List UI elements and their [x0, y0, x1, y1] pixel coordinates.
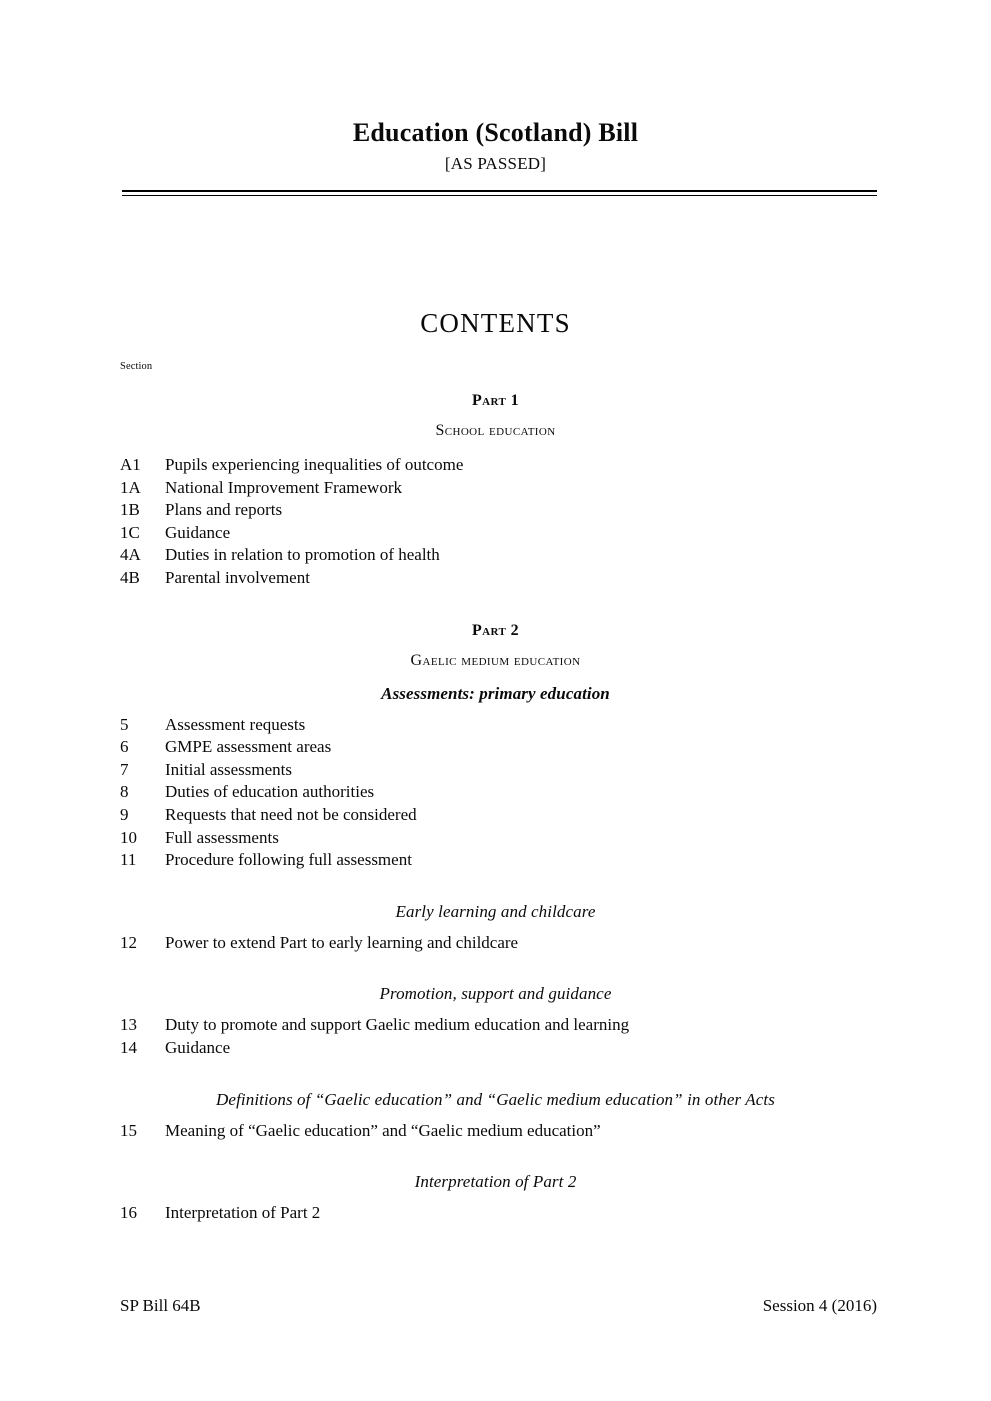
entry-title: Assessment requests: [165, 714, 306, 734]
entry-number: 14: [120, 1037, 137, 1057]
list-item[interactable]: [0, 827, 991, 850]
entry-title: Duty to promote and support Gaelic medium education and learning: [165, 1015, 630, 1035]
footer-bill-number: SP Bill 64B: [120, 1296, 201, 1315]
entry-number: 16: [120, 1203, 137, 1223]
entry-list-part-1: [0, 454, 991, 590]
list-item[interactable]: [0, 736, 991, 759]
entry-number: 11: [120, 850, 137, 870]
entry-title: Power to extend Part to early learning and childcare: [165, 932, 519, 952]
entry-title: Pupils experiencing inequalities of outcome: [165, 455, 464, 474]
footer-session: Session 4 (2016): [762, 1296, 877, 1315]
page-footer: [120, 1296, 877, 1316]
entry-number: 15: [120, 1120, 137, 1140]
entry-number: 4A: [120, 545, 141, 565]
entry-number: 10: [120, 827, 137, 847]
list-item[interactable]: [0, 1202, 991, 1225]
list-item[interactable]: [0, 544, 991, 567]
subheading-early-learning: Early learning and childcare: [395, 901, 596, 921]
entry-number: 9: [120, 804, 129, 824]
list-item[interactable]: [0, 567, 991, 590]
entry-number: 13: [120, 1015, 137, 1035]
list-item[interactable]: [0, 1037, 991, 1060]
entry-number: 6: [120, 737, 129, 757]
division-heading-1: School education: [435, 422, 556, 439]
section-column-label: Section: [120, 361, 153, 372]
entry-title: Parental involvement: [165, 567, 310, 587]
entry-title: Interpretation of Part 2: [165, 1203, 321, 1223]
entry-number: 12: [120, 932, 137, 952]
entry-title: Procedure following full assessment: [165, 850, 412, 870]
entry-title: Plans and reports: [165, 500, 283, 520]
page-title: Education (Scotland) Bill: [352, 118, 639, 147]
part-heading-2: Part 2: [471, 621, 519, 639]
entry-number: A1: [120, 455, 141, 474]
entry-title: GMPE assessment areas: [165, 737, 332, 757]
entry-title: Guidance: [165, 522, 231, 542]
entry-number: 1B: [120, 500, 140, 520]
subheading-interpretation: Interpretation of Part 2: [414, 1172, 577, 1192]
entry-title: National Improvement Framework: [165, 477, 402, 497]
title-block: [0, 118, 991, 174]
entry-title: Requests that need not be considered: [165, 804, 417, 824]
entry-list-promotion: [0, 1014, 991, 1059]
entry-list-early-learning: [0, 932, 991, 955]
list-item[interactable]: [0, 781, 991, 804]
entry-title: Initial assessments: [165, 759, 293, 779]
list-item[interactable]: [0, 1120, 991, 1143]
list-item[interactable]: [0, 499, 991, 522]
entry-title: Duties of education authorities: [165, 782, 375, 802]
entry-list-definitions: [0, 1120, 991, 1143]
list-item[interactable]: [0, 522, 991, 545]
part-heading-1: Part 1: [471, 392, 519, 409]
entry-number: 8: [120, 782, 129, 802]
entry-number: 1C: [120, 522, 140, 542]
list-item[interactable]: [0, 1014, 991, 1037]
divider-line-thin: [122, 195, 877, 196]
subheading-definitions: Definitions of “Gaelic education” and “Gaelic medium education” in other Acts: [216, 1089, 775, 1109]
table-of-contents: [0, 392, 991, 1225]
list-item[interactable]: [0, 932, 991, 955]
list-item[interactable]: [0, 454, 991, 477]
entry-title: Guidance: [165, 1037, 231, 1057]
entry-number: 1A: [120, 477, 141, 497]
list-item[interactable]: [0, 477, 991, 500]
entry-title: Meaning of “Gaelic education” and “Gaelic medium education”: [165, 1120, 601, 1140]
entry-title: Full assessments: [165, 827, 279, 847]
list-item[interactable]: [0, 759, 991, 782]
contents-heading: CONTENTS: [420, 308, 571, 338]
entry-number: 4B: [120, 567, 140, 587]
header-divider: [122, 190, 877, 196]
entry-number: 7: [120, 759, 129, 779]
entry-list-assessments: [0, 714, 991, 872]
division-heading-2: Gaelic medium education: [410, 651, 581, 669]
list-item[interactable]: [0, 804, 991, 827]
entry-list-interpretation: [0, 1202, 991, 1225]
page-subtitle: [AS PASSED]: [444, 153, 547, 173]
entry-number: 5: [120, 714, 129, 734]
subheading-promotion: Promotion, support and guidance: [379, 984, 612, 1004]
list-item[interactable]: [0, 849, 991, 872]
list-item[interactable]: [0, 714, 991, 737]
subheading-assessments: Assessments: primary education: [381, 683, 610, 703]
entry-title: Duties in relation to promotion of health: [165, 545, 440, 565]
